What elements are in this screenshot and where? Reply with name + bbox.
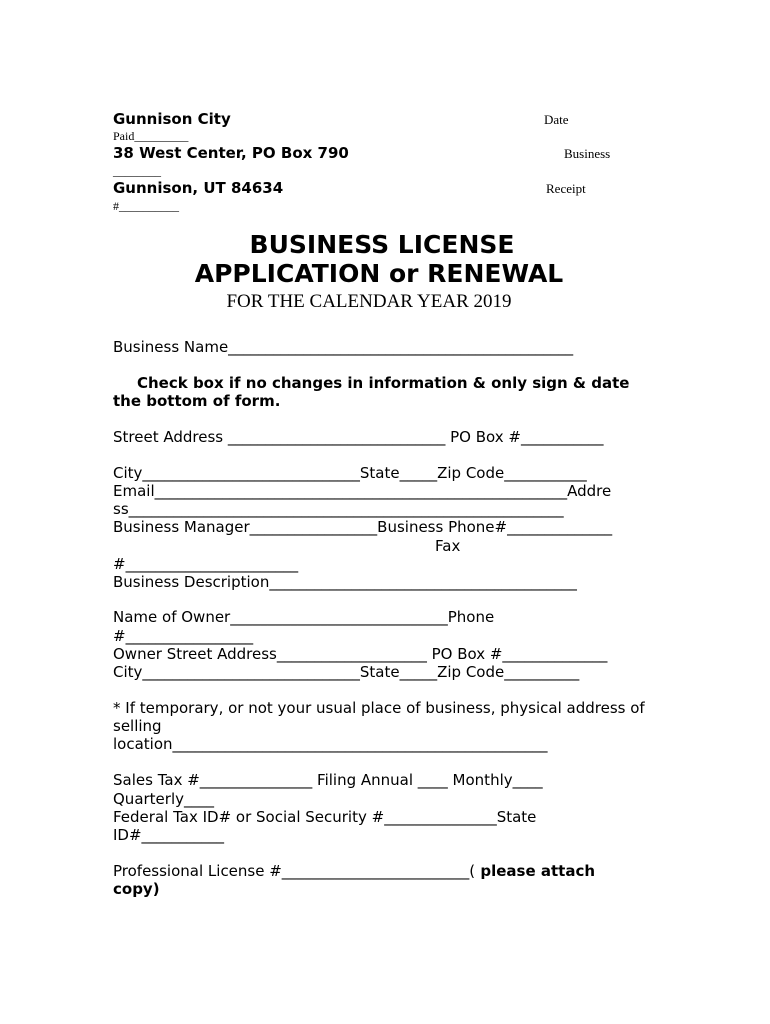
fax-field[interactable]: #_______________________ (113, 555, 299, 573)
selling-location-field[interactable]: location__________________________________________________ (113, 735, 548, 753)
email-field[interactable]: Email_______________________________________________________Addre (113, 482, 612, 500)
paid-field: Paid_________ (113, 129, 189, 143)
receipt-blank: #__________ (113, 199, 179, 213)
date-label: Date (544, 112, 569, 127)
owner-phone-field[interactable]: #_________________ (113, 627, 254, 645)
temporary-note-line-1: * If temporary, or not your usual place of business, physical address of (113, 699, 645, 717)
attach-note: please attach (475, 862, 596, 880)
page-subtitle: FOR THE CALENDAR YEAR 2019 (226, 291, 512, 312)
owner-name-phone-field[interactable]: Name of Owner_____________________________Phone (113, 608, 495, 626)
owner-city-field[interactable]: City_____________________________State_____Zip Code__________ (113, 663, 580, 681)
quarterly-field[interactable]: Quarterly____ (113, 790, 214, 808)
city-name: Gunnison City (113, 110, 231, 128)
temporary-note-line-2: selling (113, 717, 162, 735)
business-label: Business (564, 146, 611, 161)
address-line-2: Gunnison, UT 84634 (113, 179, 284, 197)
fax-label: Fax (435, 537, 461, 555)
professional-license-row (113, 862, 595, 880)
attach-copy-note: copy) (113, 880, 160, 898)
federal-tax-field[interactable]: Federal Tax ID# or Social Security #_______________State (113, 808, 537, 826)
email-field-continued[interactable]: ss__________________________________________________________ (113, 500, 564, 518)
manager-phone-field[interactable]: Business Manager_________________Business Phone#______________ (113, 518, 613, 536)
business-blank: ________ (113, 164, 161, 178)
business-name-field[interactable]: Business Name______________________________________________ (113, 338, 574, 356)
address-line-1: 38 West Center, PO Box 790 (113, 144, 349, 162)
page-title-line-2: APPLICATION or RENEWAL (194, 259, 564, 288)
no-change-instruction-line-1: Check box if no changes in information & only sign & date (137, 374, 630, 392)
city-state-zip-field[interactable]: City_____________________________State_____Zip Code___________ (113, 464, 587, 482)
street-address-field[interactable]: Street Address _____________________________ PO Box #___________ (113, 428, 604, 446)
no-change-instruction-line-2: the bottom of form. (113, 392, 281, 410)
sales-tax-field[interactable]: Sales Tax #_______________ Filing Annual ____ Monthly____ (113, 771, 543, 789)
page-title-line-1: BUSINESS LICENSE (249, 230, 515, 259)
business-description-field[interactable]: Business Description_________________________________________ (113, 573, 577, 591)
professional-license-field[interactable]: Professional License #_________________________( (113, 862, 476, 880)
owner-street-field[interactable]: Owner Street Address____________________ PO Box #______________ (113, 645, 608, 663)
state-id-field[interactable]: ID#___________ (113, 826, 225, 844)
receipt-label: Receipt (546, 181, 586, 196)
